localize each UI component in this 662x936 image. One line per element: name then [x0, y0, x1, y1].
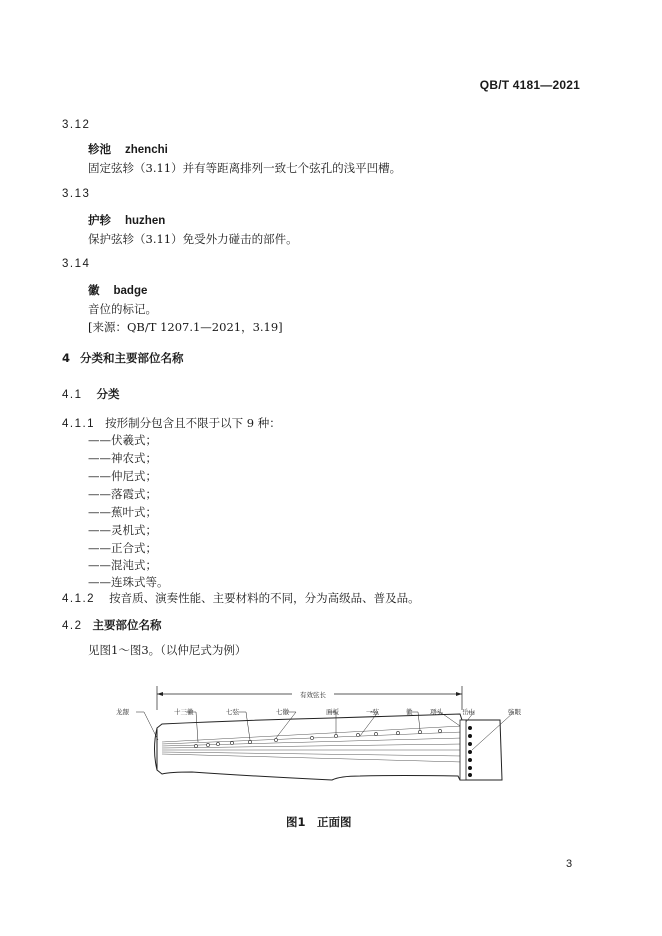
term-heading [88, 141, 168, 157]
clause-number: 3.12 [62, 119, 91, 131]
label-yueshan: 岳山 [462, 708, 475, 716]
label-qihui: 七徽 [276, 708, 289, 716]
subsection-heading [62, 386, 120, 402]
label-longyin: 龙龈 [116, 708, 129, 716]
yueshan-bridge [460, 720, 466, 780]
label-seventh-string: 七弦 [226, 708, 239, 716]
document-code: QB/T 4181—2021 [479, 78, 580, 92]
section-heading [62, 350, 184, 366]
term-en: zhenchi [125, 144, 168, 156]
label-effective-length: 有效弦长 [300, 691, 326, 699]
list-item: ——蕉叶式； [88, 505, 157, 519]
section-title: 分类 [96, 387, 120, 401]
section-number: 4.1 [62, 389, 83, 401]
subsection-heading [62, 617, 162, 633]
figure-reference-text: 见图1～图3。（以仲尼式为例） [88, 643, 247, 657]
clause-number: 3.14 [62, 258, 91, 270]
section-number: 4.2 [62, 620, 83, 632]
arrow-right [456, 692, 462, 696]
clause-text: 按音质、演奏性能、主要材料的不同，分为高级品、普及品。 [109, 591, 420, 605]
label-hui: 徽 [406, 708, 413, 716]
clause-text: 按形制分包含且不限于以下 9 种： [105, 416, 281, 430]
clause-number: 3.13 [62, 188, 91, 200]
section-title: 分类和主要部位名称 [80, 351, 184, 365]
label-xianyan: 弦眼 [508, 708, 521, 716]
list-item: ——正合式； [88, 541, 157, 555]
clause-4-1-2 [62, 590, 420, 606]
clause-4-1-1 [62, 415, 281, 431]
list-item: ——神农式； [88, 451, 157, 465]
term-heading [88, 282, 147, 298]
term-en: huzhen [125, 215, 166, 227]
list-item: ——落霞式； [88, 487, 157, 501]
label-mianban: 面板 [326, 708, 339, 716]
term-zh: 护轸 [88, 213, 111, 227]
definition-text: 保护弦轸（3.11）免受外力碰击的部件。 [88, 232, 298, 246]
definition-text: 音位的标记。 [88, 302, 157, 316]
page-number: 3 [566, 858, 573, 870]
term-heading [88, 212, 165, 228]
list-item: ——仲尼式； [88, 469, 157, 483]
definition-text: 固定弦轸（3.11）并有等距离排列一致七个弦孔的浅平凹槽。 [88, 161, 402, 175]
label-thirteen-badge: 十三徽 [174, 708, 194, 716]
list-item: ——伏羲式； [88, 433, 157, 447]
term-zh: 轸池 [88, 142, 111, 156]
clause-number: 4.1.1 [62, 418, 96, 430]
list-item: ——灵机式； [88, 523, 157, 537]
section-title: 主要部位名称 [92, 618, 162, 632]
term-en: badge [113, 285, 148, 297]
figure-caption: 图1 正面图 [286, 815, 352, 829]
source-reference: [来源：QB/T 1207.1—2021，3.19] [88, 320, 283, 334]
arrow-left [157, 692, 163, 696]
term-zh: 徽 [88, 283, 100, 297]
section-number: 4 [62, 351, 71, 365]
clause-number: 4.1.2 [62, 593, 96, 605]
list-item: ——连珠式等。 [88, 575, 169, 589]
guqin-front-view-figure [100, 680, 540, 800]
label-first-string: 一弦 [366, 708, 379, 716]
label-xiangtou: 项头 [430, 708, 443, 716]
guqin-body-outline [157, 714, 502, 780]
list-item: ——混沌式； [88, 558, 157, 572]
